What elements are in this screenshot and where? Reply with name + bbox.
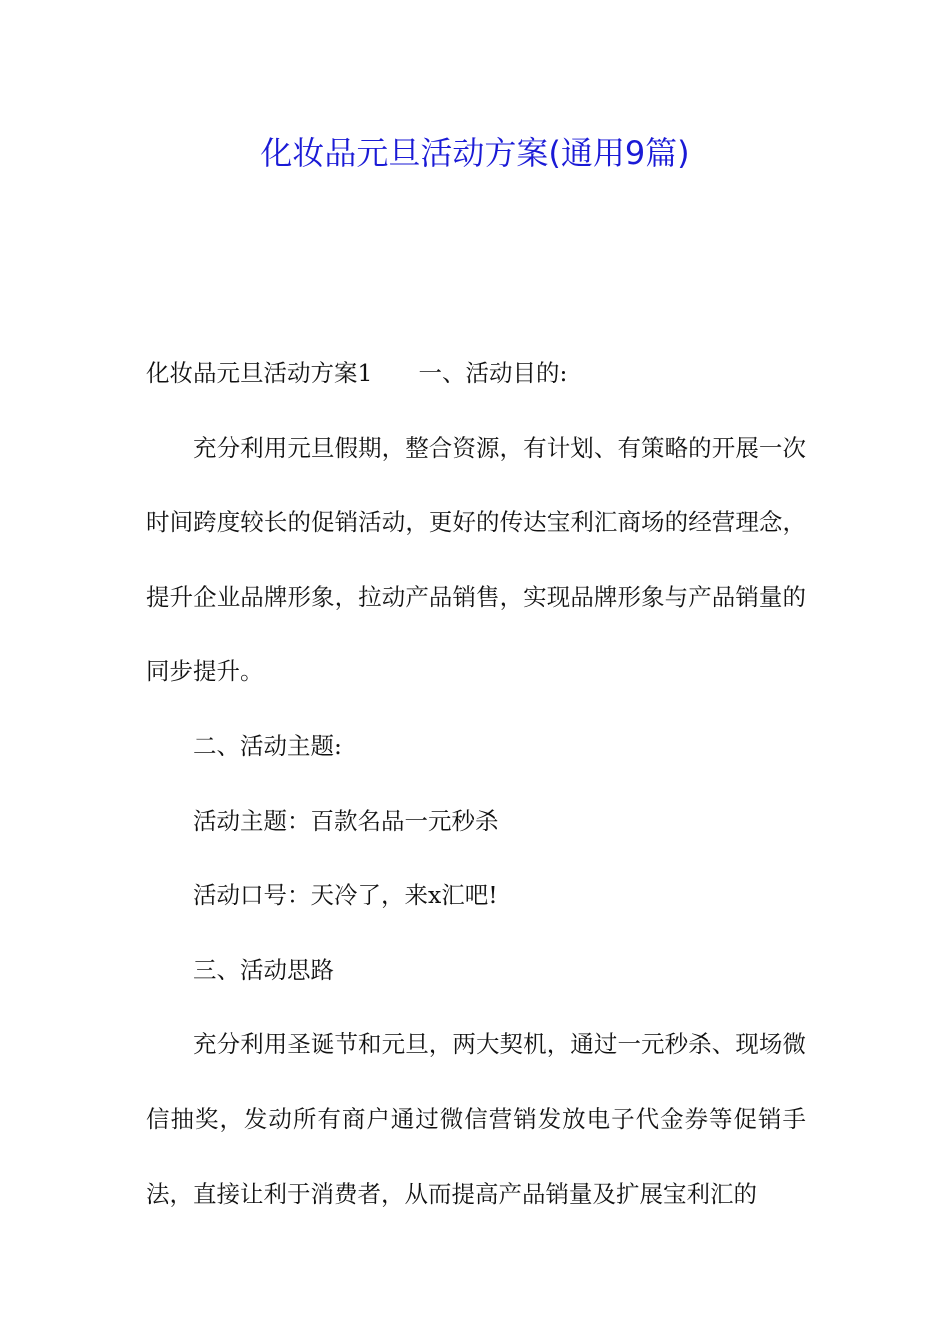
paragraph-purpose: 充分利用元旦假期，整合资源，有计划、有策略的开展一次时间跨度较长的促销活动，更好的传达宝利汇商场的经营理念，提升企业品牌形象，拉动产品销售，实现品牌形象与产品销量的同步提升。 xyxy=(146,433,806,686)
section-heading-2: 二、活动主题: xyxy=(193,731,342,760)
subtitle-line xyxy=(146,336,806,411)
slogan-line: 活动口号：天冷了，来x汇吧! xyxy=(193,881,498,910)
section-heading-3: 三、活动思路 xyxy=(193,955,334,984)
theme-line: 活动主题：百款名品一元秒杀 xyxy=(193,806,499,835)
paragraph-approach: 充分利用圣诞节和元旦，两大契机，通过一元秒杀、现场微信抽奖，发动所有商户通过微信营销发放电子代金券等促销手法，直接让利于消费者，从而提高产品销量及扩展宝利汇的 xyxy=(146,1030,806,1208)
section-heading-1: 一、活动目的: xyxy=(418,359,568,387)
document-title: 化妆品元旦活动方案(通用9篇) xyxy=(260,134,690,172)
document-body xyxy=(146,336,806,1231)
document-subtitle: 化妆品元旦活动方案1 xyxy=(146,359,373,387)
